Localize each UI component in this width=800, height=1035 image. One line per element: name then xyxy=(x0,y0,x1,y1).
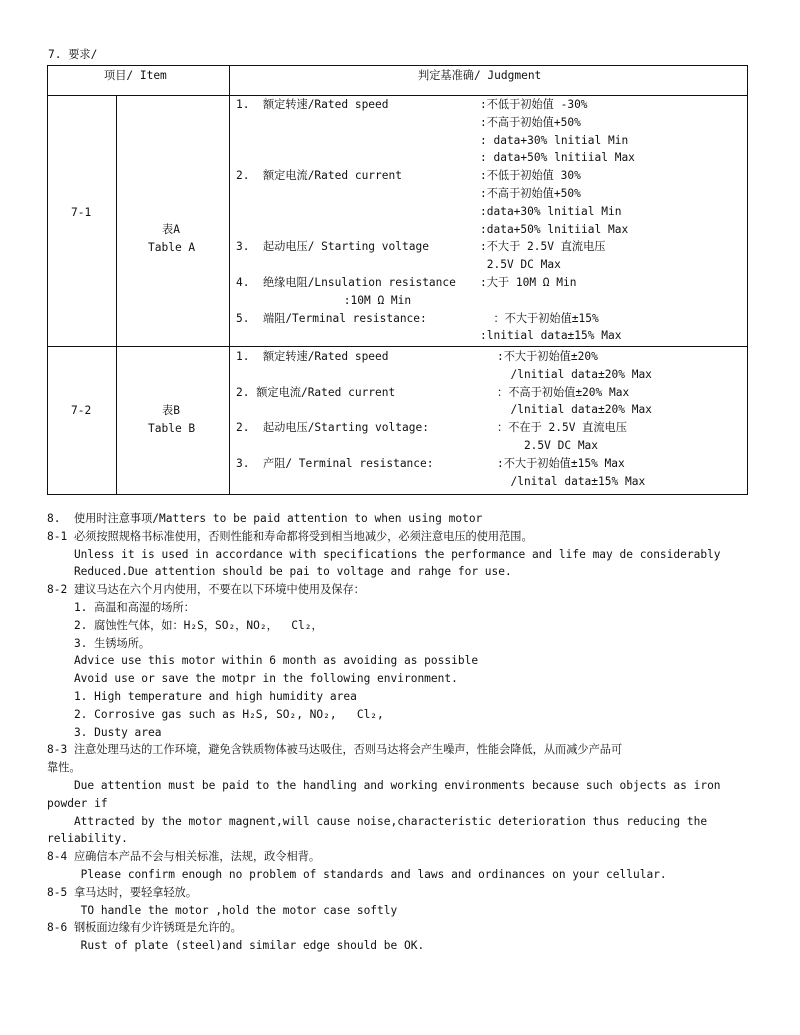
row1-criterion-value: :data+50% lnitiial Max xyxy=(480,222,629,236)
row1-criterion-value: : data+30% lnitial Min xyxy=(480,133,629,147)
note-line: 8-1 必须按照规格书标准使用，否则性能和寿命都将受到相当地减少，必须注意电压的使用范围。 xyxy=(47,529,533,543)
note-line: powder if xyxy=(47,796,108,810)
row2-criterion-value: :不大于初始值±15% Max xyxy=(497,456,625,470)
row1-criterion-value: : data+50% lnitiial Max xyxy=(480,151,635,165)
note-line: 3. 生锈场所。 xyxy=(47,636,151,650)
note-line: 8. 使用时注意事项/Matters to be paid attention to when using motor xyxy=(47,512,483,525)
row1-table-en: Table A xyxy=(148,241,196,254)
row2-criterion-value: ：不在于 2.5V 直流电压 xyxy=(497,421,627,435)
row1-criterion-label: :10M Ω Min xyxy=(236,293,412,307)
note-line: 8-4 应确信本产品不会与相关标准，法规，政令相背。 xyxy=(47,850,321,864)
note-line: 8-5 拿马达时，要轻拿轻放。 xyxy=(47,885,198,899)
row2-criterion-value: /lnital data±15% Max xyxy=(497,474,646,488)
row2-criterion-value: /lnitial data±20% Max xyxy=(497,403,652,417)
row2-id: 7-2 xyxy=(71,404,92,417)
row1-criterion-value: :不低于初始值 30% xyxy=(480,169,581,183)
note-line: Advice use this motor within 6 month as avoiding as possible xyxy=(47,654,479,668)
row1-criterion-label: 5. 端阻/Terminal resistance: xyxy=(236,311,427,325)
table-left-border xyxy=(47,65,48,495)
table-header-divider xyxy=(47,95,748,96)
note-line: Rust of plate (steel)and similar edge should be OK. xyxy=(47,939,425,953)
note-line: 8-3 注意处理马达的工作环境，避免含铁质物体被马达吸住，否则马达将会产生噪声，性能会降低，从而减少产品可 xyxy=(47,743,623,757)
row2-table-cn: 表B xyxy=(162,404,180,417)
row1-criterion-value: :不高于初始值+50% xyxy=(480,115,581,129)
row2-criterion-value: ：不高于初始值±20% Max xyxy=(497,385,630,399)
note-line: Attracted by the motor magnent,will cause noise,characteristic deterioration thus reducing the xyxy=(47,814,708,828)
note-line: Due attention must be paid to the handling and working environments because such objects as iron xyxy=(47,779,721,792)
row1-table-cn: 表A xyxy=(162,223,180,236)
note-line: 8-6 钢板面边缘有少许锈斑是允许的。 xyxy=(47,921,242,935)
table-top-border xyxy=(47,65,748,66)
note-line: 2. Corrosive gas such as H₂S, SO₂, NO₂, Cl₂, xyxy=(47,707,384,721)
table-item-subdivider xyxy=(116,95,117,495)
row2-criterion-value: 2.5V DC Max xyxy=(497,439,599,452)
row2-criterion-label: 3. 产阻/ Terminal resistance: xyxy=(236,456,434,470)
note-line: 1. 高温和高湿的场所： xyxy=(47,601,195,614)
row1-criterion-value: :不低于初始值 -30% xyxy=(480,98,588,111)
row2-criterion-label: 1. 额定转速/Rated speed xyxy=(236,350,389,363)
note-line: 靠性。 xyxy=(47,761,81,775)
note-line: Please confirm enough no problem of standards and laws and ordinances on your cellular. xyxy=(47,868,667,881)
note-line: 3. Dusty area xyxy=(47,725,162,739)
header-judgment: 判定基准确/ Judgment xyxy=(418,69,542,82)
row2-table-en: Table B xyxy=(148,422,196,435)
row1-criterion-value: :大于 10M Ω Min xyxy=(480,276,577,289)
row1-criterion-label: 2. 额定电流/Rated current xyxy=(236,169,402,183)
note-line: Unless it is used in accordance with specifications the performance and life may de considerably xyxy=(47,547,721,561)
note-line: 2. 腐蚀性气体，如：H₂S，SO₂，NO₂， Cl₂， xyxy=(47,618,323,632)
row1-criterion-value: 2.5V DC Max xyxy=(480,258,561,272)
row2-criterion-value: :不大于初始值±20% xyxy=(497,350,598,363)
note-line: 8-2 建议马达在六个月内使用，不要在以下环境中使用及保存： xyxy=(47,583,365,597)
row1-criterion-value: :lnitial data±15% Max xyxy=(480,329,622,343)
row1-criterion-label: 4. 绝缘电阻/Lnsulation resistance xyxy=(236,276,456,289)
table-right-border xyxy=(747,65,748,495)
note-line: 1. High temperature and high humidity area xyxy=(47,690,357,703)
note-line: reliability. xyxy=(47,832,128,846)
section-7-heading: 7. 要求/ xyxy=(48,48,98,61)
table-column-divider xyxy=(229,65,230,495)
row1-criterion-value: :data+30% lnitial Min xyxy=(480,204,622,218)
note-line: TO handle the motor ,hold the motor case softly xyxy=(47,903,398,917)
row2-criterion-label: 2. 额定电流/Rated current xyxy=(236,385,396,399)
row1-criterion-label: 3. 起动电压/ Starting voltage xyxy=(236,240,429,254)
note-line: Reduced.Due attention should be pai to voltage and rahge for use. xyxy=(47,565,512,579)
row1-criterion-value: :不大于 2.5V 直流电压 xyxy=(480,240,606,254)
note-line: Avoid use or save the motpr in the following environment. xyxy=(47,672,458,686)
row2-criterion-label: 2. 起动电压/Starting voltage: xyxy=(236,421,429,435)
row2-criterion-value: /lnitial data±20% Max xyxy=(497,367,652,381)
row1-criterion-label: 1. 额定转速/Rated speed xyxy=(236,98,389,111)
table-bottom-border xyxy=(47,494,748,495)
row1-id: 7-1 xyxy=(71,206,92,219)
row1-criterion-value: ：不大于初始值±15% xyxy=(480,311,599,325)
table-row-divider xyxy=(47,346,748,347)
row1-criterion-value: :不高于初始值+50% xyxy=(480,187,581,200)
header-item: 项目/ Item xyxy=(104,69,167,82)
